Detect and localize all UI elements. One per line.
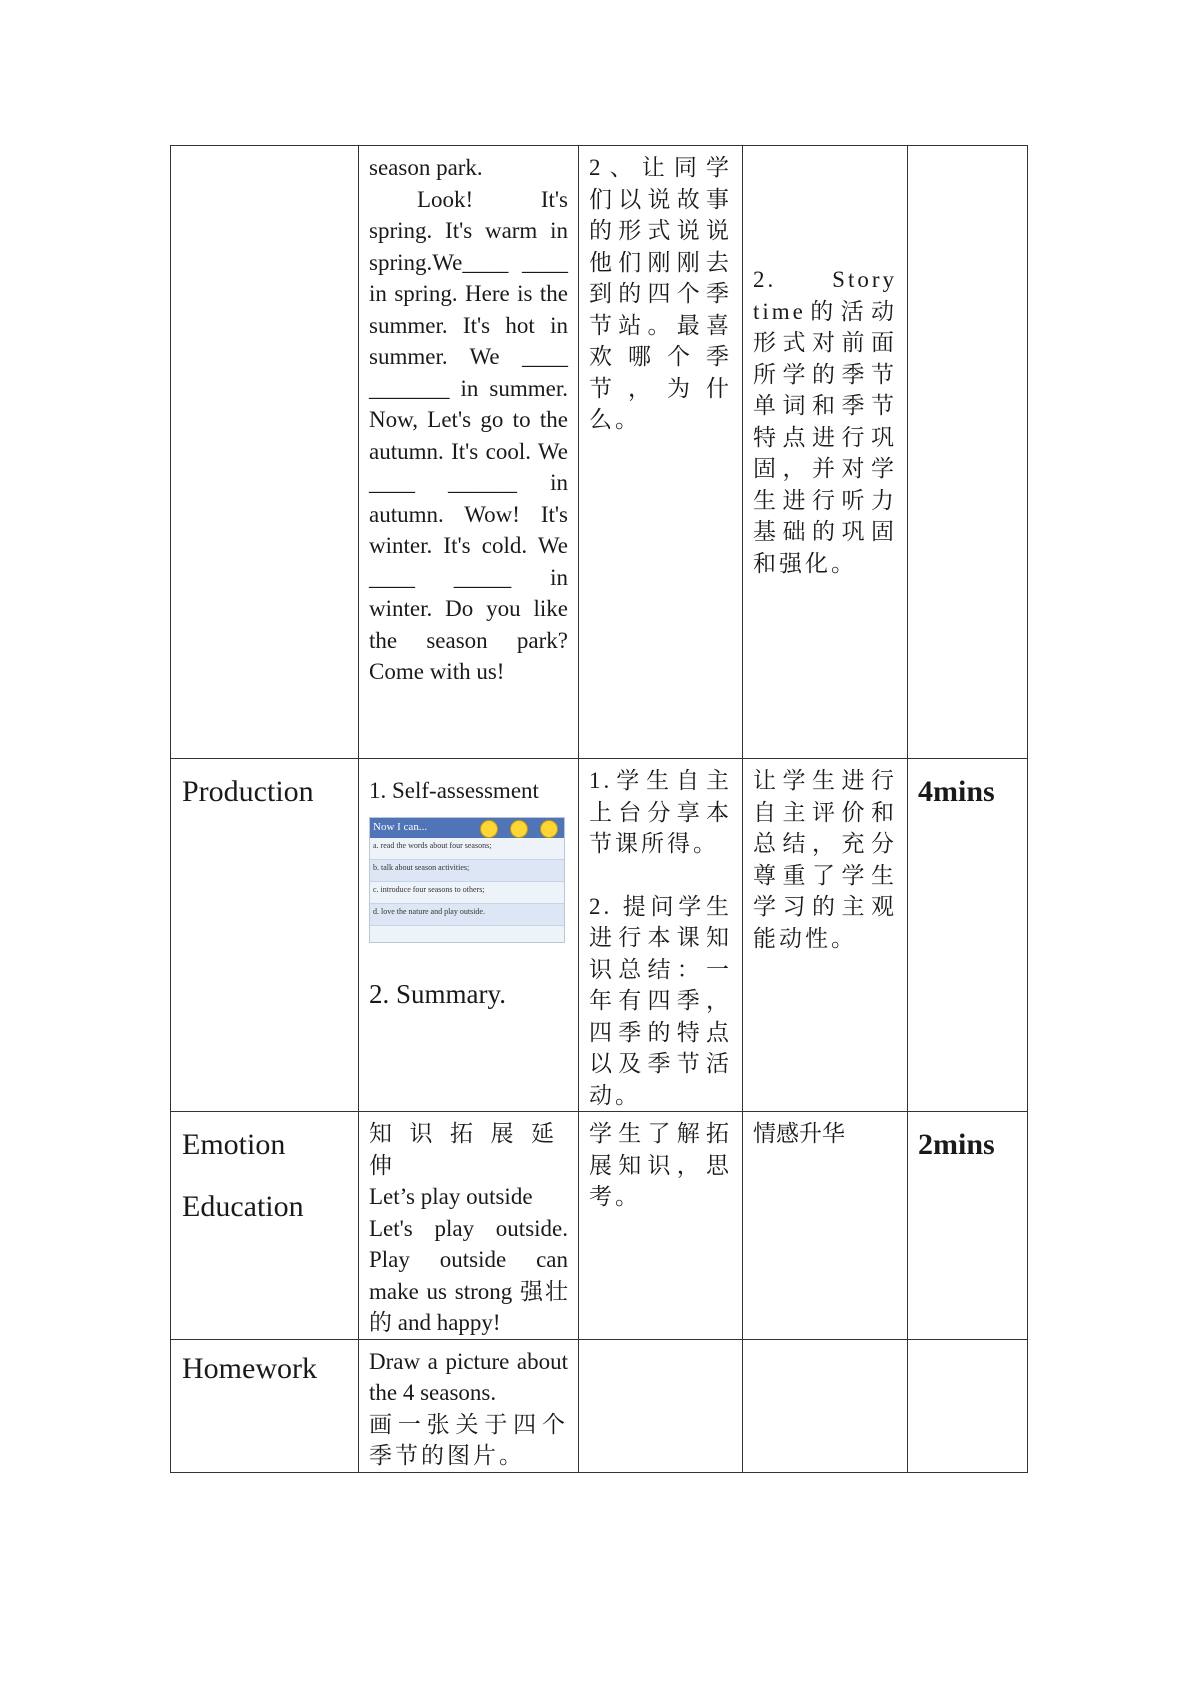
self-assessment-image bbox=[369, 817, 565, 943]
face-icon bbox=[540, 820, 558, 838]
content-text: Let’s play outside bbox=[369, 1184, 533, 1209]
student-activity-text: 2、让同学们以说故事的形式说说他们刚刚去到的四个季节站。最喜欢哪个季节，为什么。 bbox=[589, 155, 732, 432]
purpose-text: 2. Story time的活动形式对前面所学的季节单词和季节特点进行巩固，并对学生进行听力基础的巩固和强化。 bbox=[753, 267, 897, 576]
summary-label: 2. Summary. bbox=[369, 978, 506, 1009]
purpose-cell bbox=[743, 1339, 908, 1472]
student-activity-cell bbox=[579, 759, 743, 1112]
content-text: 画一张关于四个季节的图片。 bbox=[369, 1411, 568, 1468]
stage-cell bbox=[171, 1339, 359, 1472]
stage-label: Education bbox=[182, 1190, 304, 1223]
table-row bbox=[171, 1112, 1028, 1340]
stage-cell bbox=[171, 146, 359, 759]
time-label: 2mins bbox=[918, 1128, 995, 1161]
purpose-text: 让学生进行自主评价和总结，充分尊重了学生学习的主观能动性。 bbox=[753, 768, 897, 951]
stage-label: Emotion bbox=[182, 1128, 286, 1161]
content-heading: 知识拓展延伸 bbox=[369, 1121, 568, 1178]
assessment-item: a. read the words about four seasons; bbox=[370, 838, 564, 860]
student-activity-text: 1.学生自主上台分享本节课所得。 bbox=[589, 768, 732, 856]
time-cell bbox=[908, 146, 1028, 759]
stage-cell bbox=[171, 1112, 359, 1340]
content-cell bbox=[359, 1339, 579, 1472]
table-row bbox=[171, 146, 1028, 759]
time-cell bbox=[908, 1339, 1028, 1472]
assessment-item: c. introduce four seasons to others; bbox=[370, 882, 564, 904]
purpose-cell bbox=[743, 759, 908, 1112]
student-activity-cell bbox=[579, 1339, 743, 1472]
time-cell bbox=[908, 1112, 1028, 1340]
story-text: Look! It's spring. It's warm in spring.We____ ____ in spring. Here is the summer. It's hot in summer. We ____ _______ in summer. Now, Let's go to the autumn. It's cool. We ____ ______ in autumn. Wow! It's winter. It's cold. We ____ _____ in winter. Do you like the season park? Come with us! bbox=[369, 186, 568, 684]
student-activity-text: 2. 提问学生进行本课知识总结：一年有四季，四季的特点以及季节活动。 bbox=[589, 893, 732, 1108]
content-text: season park. bbox=[369, 155, 483, 180]
time-cell bbox=[908, 759, 1028, 1112]
face-icon bbox=[480, 820, 498, 838]
content-cell bbox=[359, 1112, 579, 1340]
self-assessment-label: 1. Self-assessment bbox=[369, 778, 539, 803]
assessment-item: b. talk about season activities; bbox=[370, 860, 564, 882]
time-label: 4mins bbox=[918, 775, 995, 808]
table-row bbox=[171, 1339, 1028, 1472]
content-text: Let's play outside. Play outside can make us strong 强壮的 and happy! bbox=[369, 1215, 568, 1335]
student-activity-cell bbox=[579, 146, 743, 759]
content-cell bbox=[359, 146, 579, 759]
purpose-cell bbox=[743, 1112, 908, 1340]
purpose-text: 情感升华 bbox=[753, 1121, 845, 1146]
stage-cell bbox=[171, 759, 359, 1112]
purpose-cell bbox=[743, 146, 908, 759]
table-row bbox=[171, 759, 1028, 1112]
face-icon bbox=[510, 820, 528, 838]
student-activity-cell bbox=[579, 1112, 743, 1340]
content-cell bbox=[359, 759, 579, 1112]
stage-label: Production bbox=[182, 775, 314, 808]
student-activity-text: 学生了解拓展知识，思考。 bbox=[589, 1121, 732, 1209]
self-assessment-header: Now I can... bbox=[370, 818, 564, 838]
lesson-plan-table bbox=[170, 145, 1028, 1473]
stage-label: Homework bbox=[182, 1351, 317, 1385]
assessment-item: d. love the nature and play outside. bbox=[370, 904, 564, 926]
content-text: Draw a picture about the 4 seasons. bbox=[369, 1348, 568, 1405]
